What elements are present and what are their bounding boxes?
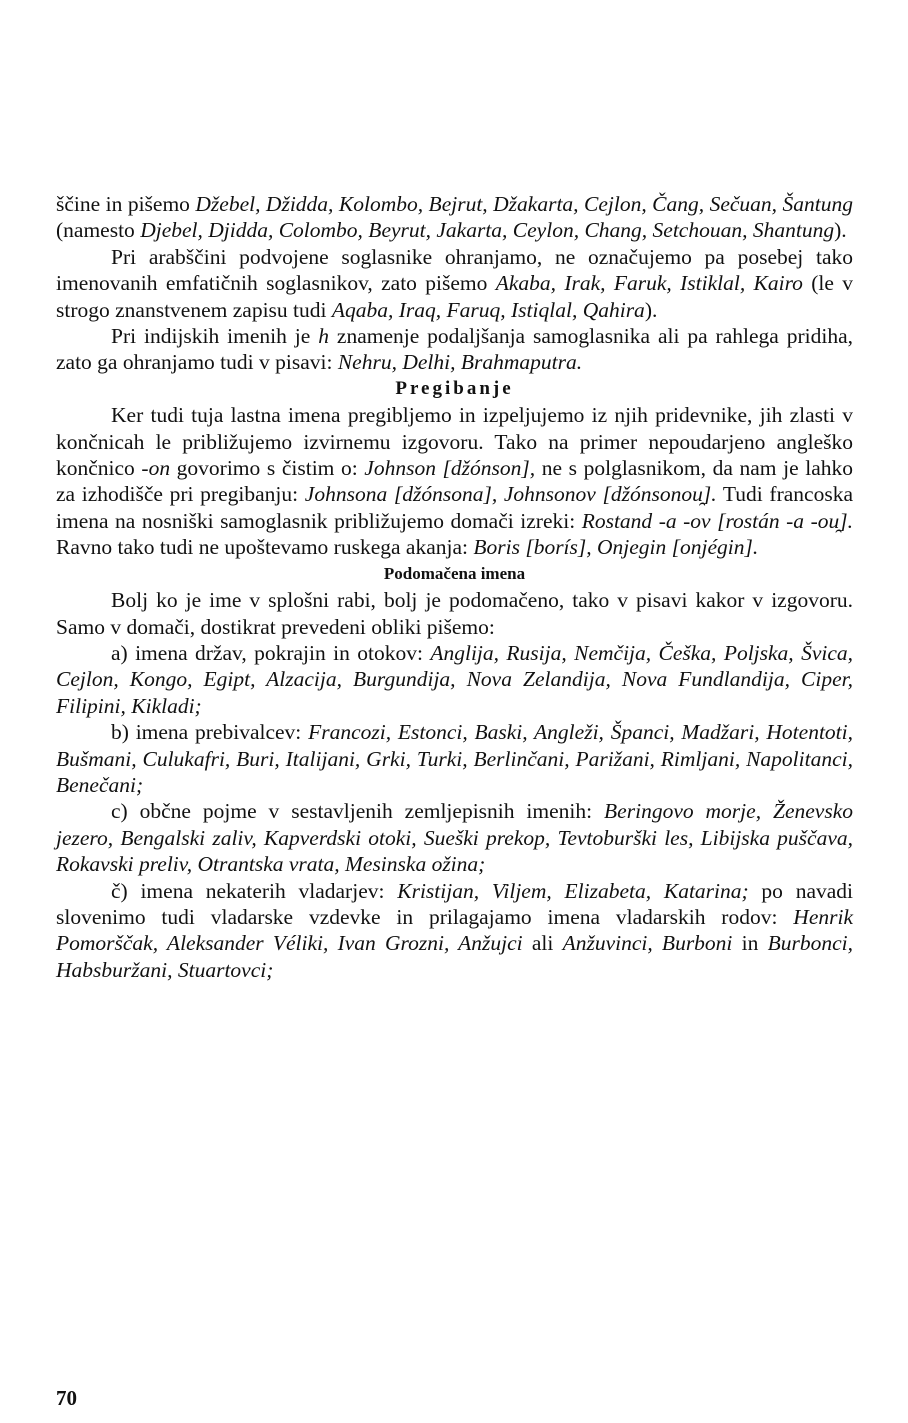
paragraph-4: Ker tudi tuja lastna imena pregibljemo in izpeljujemo iz njih pridevnike, jih zlasti v končnicah le približujemo izvirnemu izgovoru. Tako na primer nepoudarjeno angleško končnico -on govorimo s čistim o: Johnson [džónson], ne s polglasnikom, da nam je lahko za izhodišče pri pregibanju: Johnsona [džónsona], Johnsonov [džónsonou̯]. Tudi francoska imena na nosniški samoglasnik približujemo domači izreki: Rostand -a -ov [rostán -a -ou̯]. Ravno tako tudi ne upoštevamo ruskega akanja: Boris [borís], Onjegin [onjégin]. xyxy=(56,403,853,560)
paragraph-2: Pri arabščini podvojene soglasnike ohranjamo, ne označujemo pa posebej tako imenovanih emfatičnih soglasnikov, zato pišemo Akaba, Irak, Faruk, Istiklal, Kairo (le v strogo znanstvenem zapisu tudi Aqaba, Iraq, Faruq, Istiqlal, Qahira). xyxy=(56,244,853,322)
paragraph-3: Pri indijskih imenih je h znamenje podaljšanja samoglasnika ali pa rahlega pridiha, zato ga ohranjamo tudi v pisavi: Nehru, Delhi, Brahmaputra. xyxy=(56,324,853,375)
section-heading-pregibanje: Pregibanje xyxy=(395,377,514,399)
paragraph-5: Bolj ko je ime v splošni rabi, bolj je podomačeno, tako v pisavi kakor v izgovoru. Samo v domači, dostikrat prevedeni obliki pišemo: xyxy=(56,588,853,639)
paragraph-9: č) imena nekaterih vladarjev: Kristijan, Viljem, Elizabeta, Katarina; po navadi slovenimo tudi vladarske vzdevke in prilagajamo imena vladarskih rodov: Henrik Pomorščak, Aleksander Véliki, Ivan Grozni, Anžujci ali Anžuvinci, Burboni in Burbonci, Habsburžani, Stuartovci; xyxy=(56,878,854,982)
section-heading-podomacena-imena: Podomačena imena xyxy=(383,563,526,583)
page-number: 70 xyxy=(56,1386,77,1410)
paragraph-6: a) imena držav, pokrajin in otokov: Anglija, Rusija, Nemčija, Češka, Poljska, Švica, Cejlon, Kongo, Egipt, Alzacija, Burgundija, Nova Zelandija, Nova Fundlandija, Ciper, Filipini, Kikladi; xyxy=(56,640,854,718)
paragraph-7: b) imena prebivalcev: Francozi, Estonci, Baski, Angleži, Španci, Madžari, Hotentoti, Bušmani, Culukafri, Buri, Italijani, Grki, Turki, Berlinčani, Parižani, Rimljani, Napolitanci, Benečani; xyxy=(56,720,853,797)
paragraph-8: c) občne pojme v sestavljenih zemljepisnih imenih: Beringovo morje, Ženevsko jezero, Bengalski zaliv, Kapverdski otoki, Sueški prekop, Tevtoburški les, Libijska puščava, Rokavski preliv, Otrantska vrata, Mesinska ožina; xyxy=(56,799,853,877)
paragraph-1: ščine in pišemo Džebel, Džidda, Kolombo, Bejrut, Džakarta, Cejlon, Čang, Sečuan, Šantung (namesto Djebel, Djidda, Colombo, Beyrut, Jakarta, Ceylon, Chang, Setchouan, Shantung). xyxy=(56,192,853,243)
body-text xyxy=(56,191,853,983)
